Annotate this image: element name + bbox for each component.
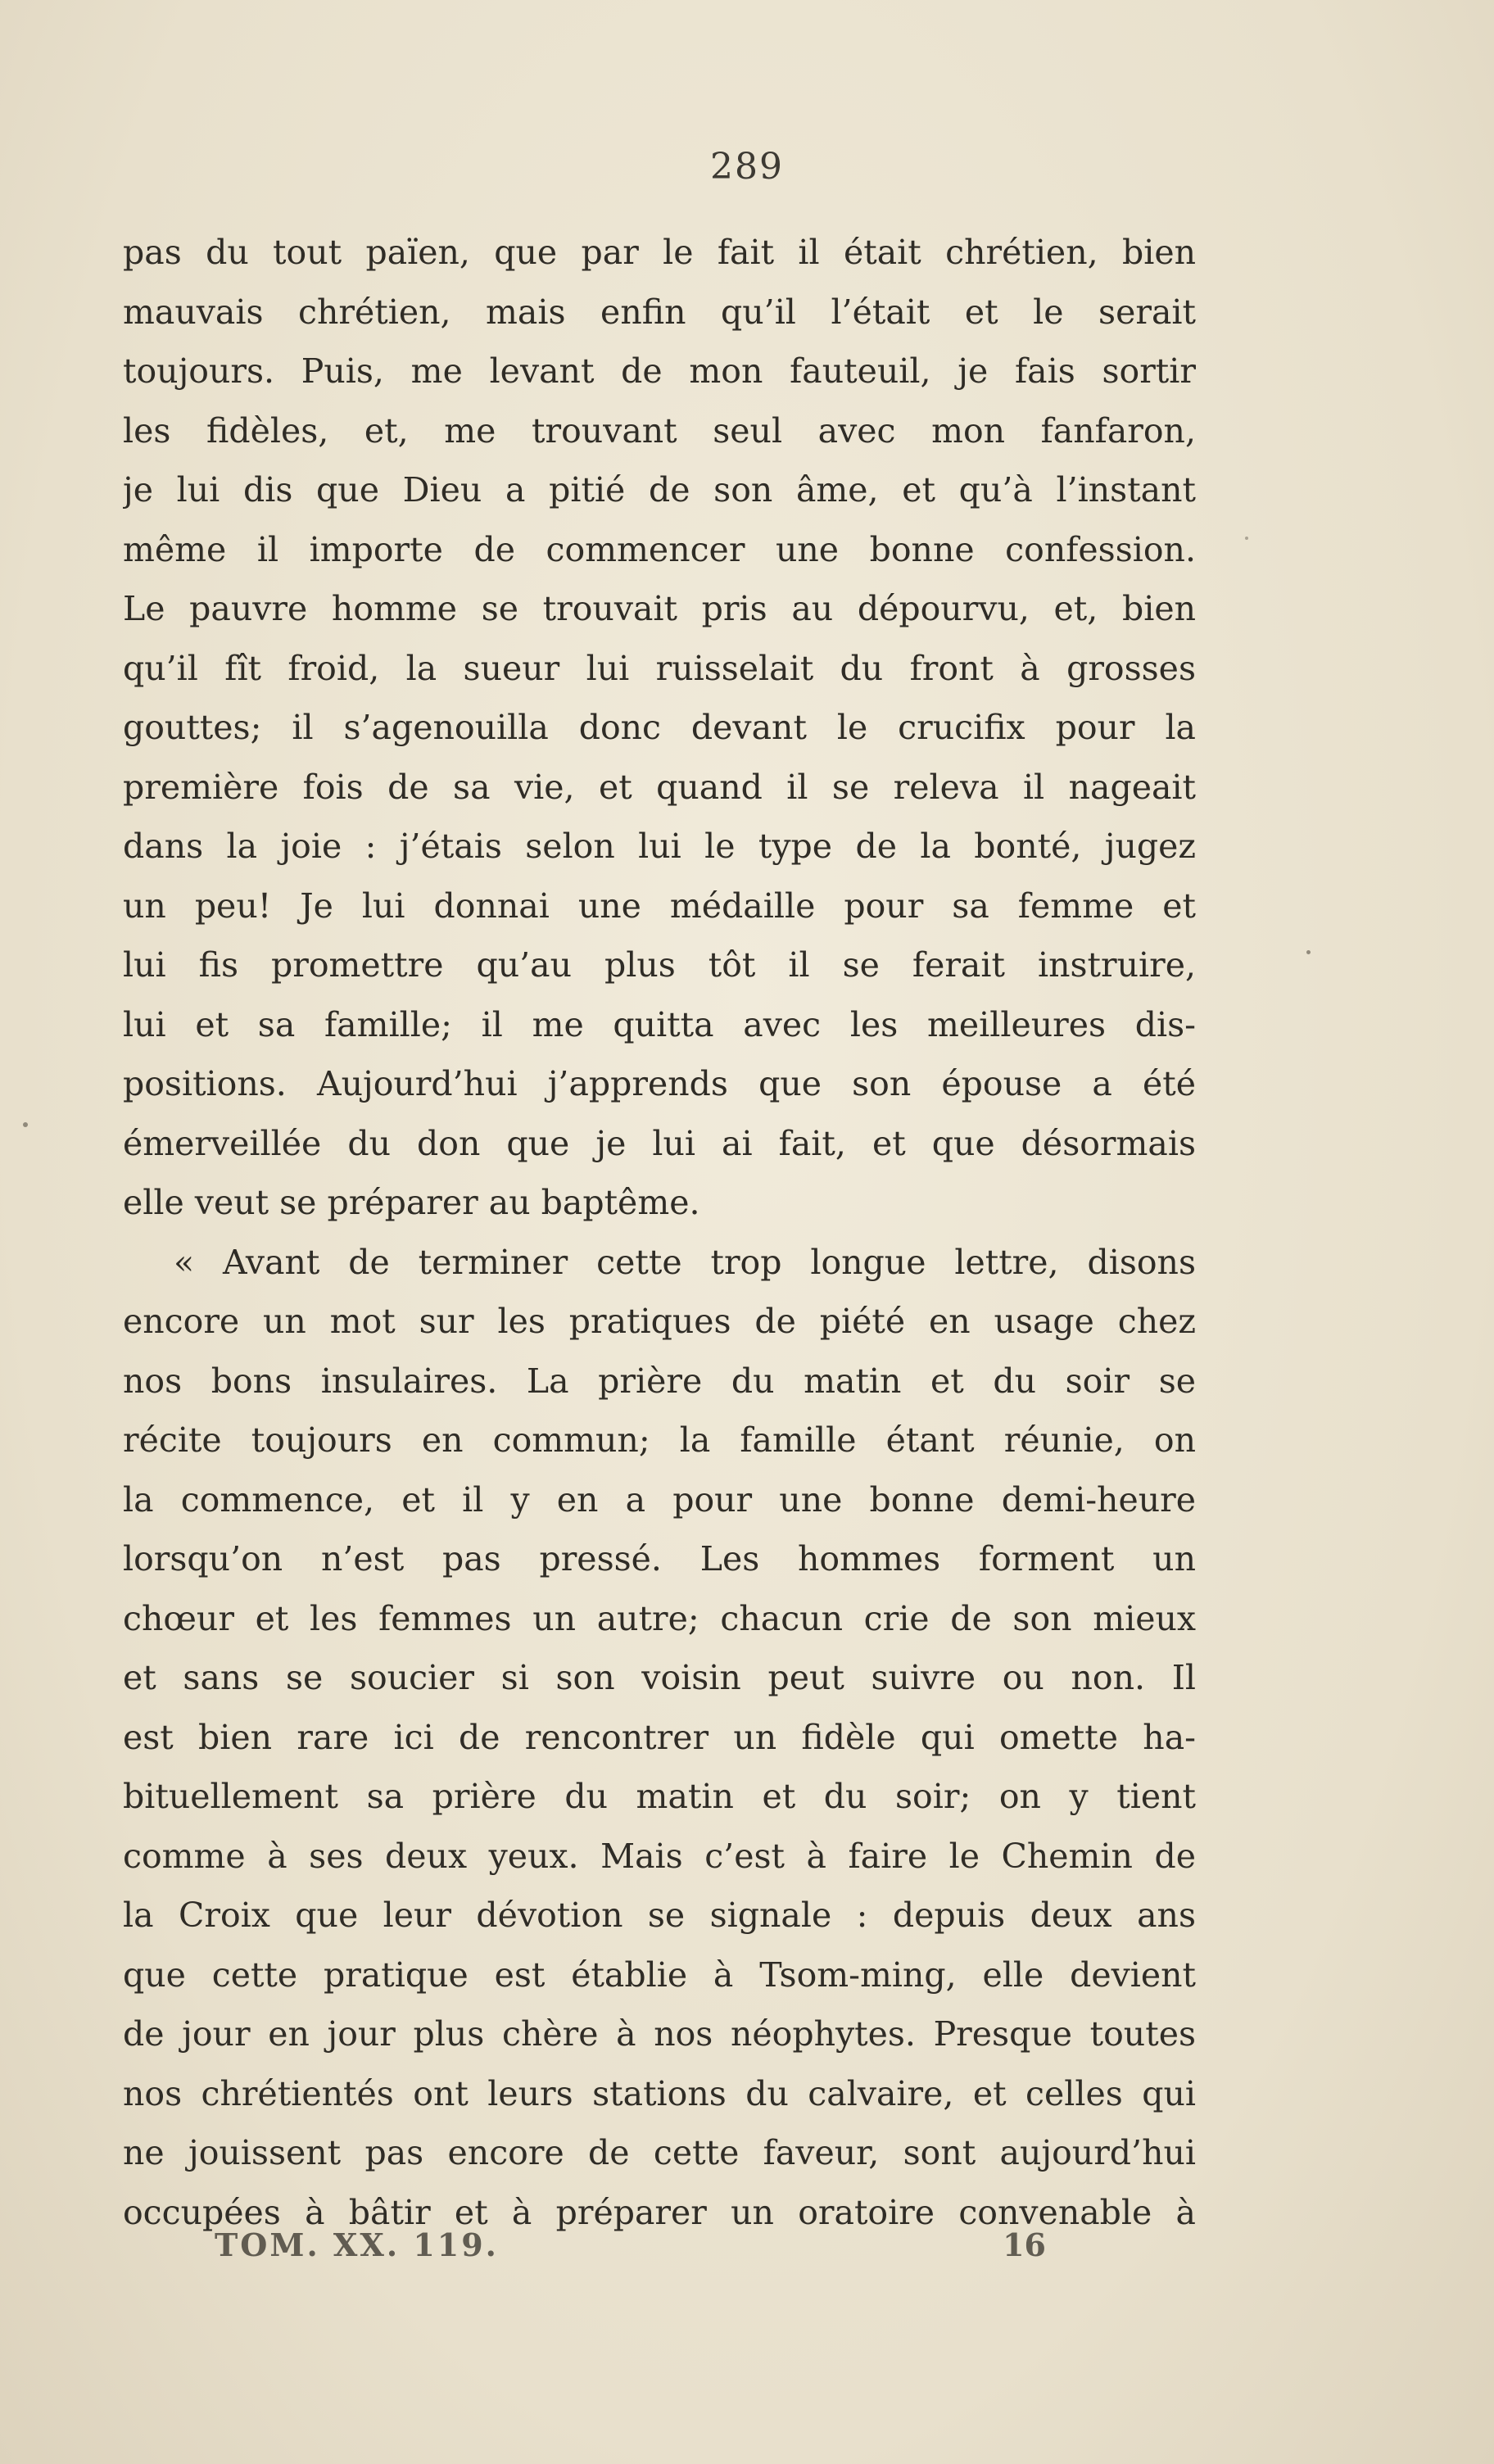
text-line: je lui dis que Dieu a pitié de son âme, et qu’à l’instant <box>123 470 1196 510</box>
text-line: les fidèles, et, me trouvant seul avec mon fanfaron, <box>123 410 1196 451</box>
text-line: émerveillée du don que je lui ai fait, et que désormais <box>123 1123 1196 1163</box>
text-line: la commence, et il y en a pour une bonne demi-heure <box>123 1479 1196 1520</box>
signature-footer <box>215 2226 1046 2276</box>
text-line: dans la joie : j’étais selon lui le type de la bonté, jugez <box>123 827 1196 866</box>
text-line: est bien rare ici de rencontrer un fidèle qui omette ha- <box>123 1717 1196 1757</box>
text-line: et sans se soucier si son voisin peut suivre ou non. Il <box>123 1658 1196 1697</box>
text-line: occupées à bâtir et à préparer un oratoire convenable à <box>123 2192 1196 2232</box>
text-line: toujours. Puis, me levant de mon fauteuil, je fais sortir <box>123 351 1196 391</box>
margin-speck <box>1245 537 1248 540</box>
text-line: comme à ses deux yeux. Mais c’est à faire le Chemin de <box>123 1836 1196 1876</box>
text-line: chœur et les femmes un autre; chacun crie de son mieux <box>123 1598 1196 1638</box>
gathering-mark: 16 <box>1003 2226 1046 2263</box>
text-line: ne jouissent pas encore de cette faveur, sont aujourd’hui <box>123 2133 1196 2172</box>
volume-signature: TOM. XX. 119. <box>215 2226 499 2263</box>
text-line: mauvais chrétien, mais enfin qu’il l’était et le serait <box>123 292 1196 332</box>
text-line: lorsqu’on n’est pas pressé. Les hommes forment un <box>123 1539 1196 1578</box>
text-line: même il importe de commencer une bonne confession. <box>123 529 1196 569</box>
margin-speck <box>1306 950 1311 954</box>
paragraph-start-line: « Avant de terminer cette trop longue lettre, disons <box>174 1242 1196 1282</box>
text-line: pas du tout païen, que par le fait il était chrétien, bien <box>123 233 1196 272</box>
text-line: que cette pratique est établie à Tsom-ming, elle devient <box>123 1954 1196 1995</box>
page-number: 289 <box>710 146 784 188</box>
margin-speck <box>23 1122 28 1127</box>
text-line: nos bons insulaires. La prière du matin et du soir se <box>123 1361 1196 1401</box>
text-line: Le pauvre homme se trouvait pris au dépourvu, et, bien <box>123 589 1196 628</box>
text-line: un peu! Je lui donnai une médaille pour sa femme et <box>123 886 1196 926</box>
text-line: gouttes; il s’agenouilla donc devant le crucifix pour la <box>123 708 1196 747</box>
text-line: qu’il fît froid, la sueur lui ruisselait du front à grosses <box>123 648 1196 688</box>
body-text <box>123 223 1196 2242</box>
text-line: positions. Aujourd’hui j’apprends que son épouse a été <box>123 1064 1196 1103</box>
text-line: lui fis promettre qu’au plus tôt il se ferait instruire, <box>123 945 1196 985</box>
text-line: la Croix que leur dévotion se signale : depuis deux ans <box>123 1896 1196 1935</box>
text-line: nos chrétientés ont leurs stations du calvaire, et celles qui <box>123 2073 1196 2113</box>
text-line: encore un mot sur les pratiques de piété en usage chez <box>123 1302 1196 1341</box>
text-line: lui et sa famille; il me quitta avec les meilleures dis- <box>123 1004 1196 1044</box>
text-line: bituellement sa prière du matin et du soir; on y tient <box>123 1777 1196 1816</box>
text-line: première fois de sa vie, et quand il se releva il nageait <box>123 767 1196 807</box>
paragraph-end-line: elle veut se préparer au baptême. <box>123 1183 700 1222</box>
text-line: récite toujours en commun; la famille étant réunie, on <box>123 1420 1196 1460</box>
text-line: de jour en jour plus chère à nos néophytes. Presque toutes <box>123 2014 1196 2054</box>
